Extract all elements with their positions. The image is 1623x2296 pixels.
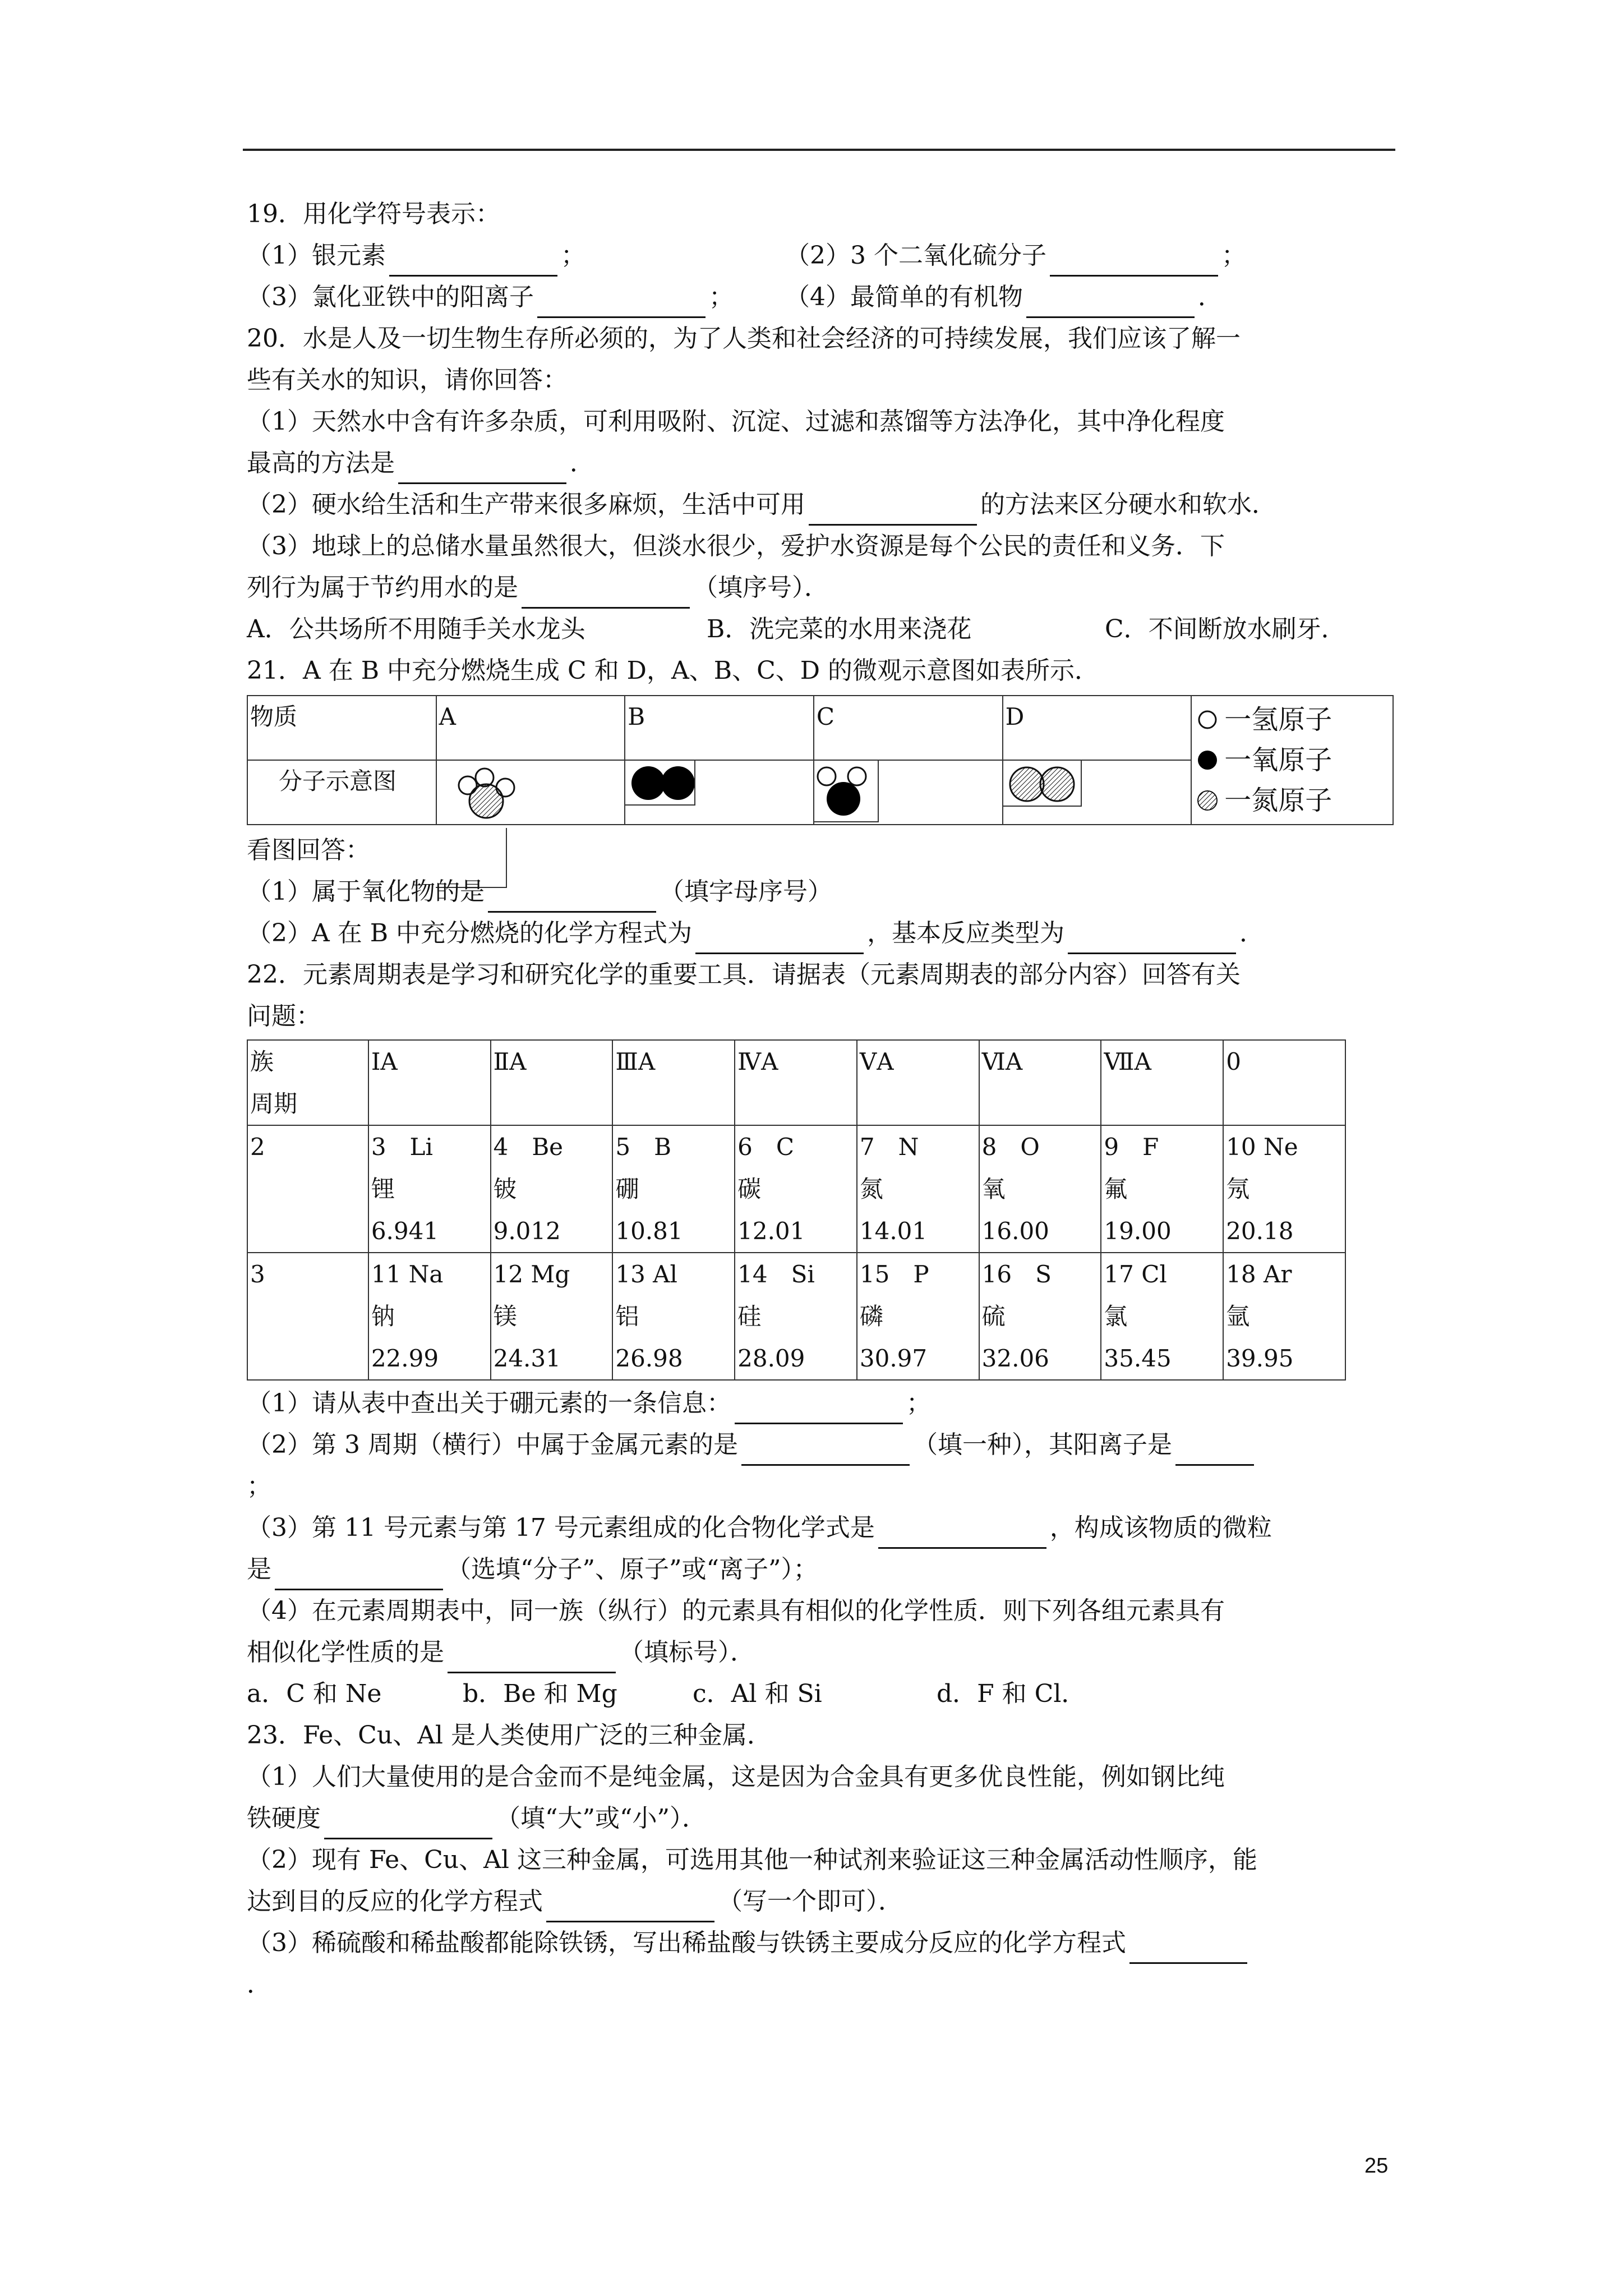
molecule-table-head-substance: 物质 (247, 696, 436, 760)
q20-p3-cont: 列行为属于节约用水的是 （填序号）． (247, 567, 1394, 609)
q20-p3: （3）地球上的总储水量虽然很大，但淡水很少，爱护水资源是每个公民的责任和义务．下 (247, 532, 1225, 560)
molecule-b-cell (625, 760, 814, 825)
q21-title: 21．A 在 B 中充分燃烧生成 C 和 D，A、B、C、D 的微观示意图如表所示． (247, 656, 1099, 685)
element-cell: 6 C 碳 12.01 (735, 1125, 857, 1253)
q20-p1-cont: 最高的方法是 ． (247, 443, 1394, 484)
answer-blank[interactable] (275, 1558, 443, 1590)
q19-row2: （3）氯化亚铁中的阳离子 ； （4）最简单的有机物 ． (247, 277, 1394, 318)
element-cell: 9 F 氟 19.00 (1101, 1125, 1223, 1253)
q22-p3-cont: 是 （选填“分子”、原子”或“离子”）； (247, 1549, 1394, 1590)
element-cell: 17 Cl 氯 35.45 (1101, 1253, 1223, 1380)
periodic-table (247, 1039, 1346, 1381)
answer-blank[interactable] (695, 922, 864, 954)
element-cell: 18 Ar 氩 39.95 (1223, 1253, 1345, 1380)
hydrogen-atom-icon (1196, 708, 1224, 731)
q21-p1: （1）属于氧化物的是 （填字母序号） (247, 871, 1394, 913)
q19-p2: （2）3 个二氧化硫分子 (785, 241, 1046, 270)
q22-p2-cont: ； (247, 1472, 271, 1501)
group-header: ⅣA (735, 1040, 857, 1125)
answer-blank[interactable] (809, 494, 977, 526)
answer-blank[interactable] (1129, 1932, 1247, 1964)
answer-blank[interactable] (448, 1641, 616, 1673)
group-header: ⅢA (612, 1040, 735, 1125)
q22-p4: （4）在元素周期表中，同一族（纵行）的元素具有相似的化学性质．则下列各组元素具有 (247, 1596, 1225, 1625)
legend-hydrogen: 一氢原子 (1196, 700, 1388, 740)
q20-p1: （1）天然水中含有许多杂质，可利用吸附、沉淀、过滤和蒸馏等方法净化，其中净化程度 (247, 407, 1225, 436)
molecule-row-label-cell (247, 760, 436, 825)
group-header: ⅥA (979, 1040, 1101, 1125)
molecule-row-label: 分子示意图 (279, 767, 397, 795)
element-cell: 15 P 磷 30.97 (857, 1253, 979, 1380)
group-header: ⅡA (491, 1040, 613, 1125)
q23-p1: （1）人们大量使用的是合金而不是纯金属，这是因为合金具有更多优良性能，例如钢比纯 (247, 1763, 1225, 1791)
answer-blank[interactable] (1068, 922, 1236, 954)
element-cell: 5 B 硼 10.81 (612, 1125, 735, 1253)
q22-title-cont: 问题： (247, 1002, 321, 1030)
q20-option-a: A．公共场所不用随手关水龙头 (247, 615, 585, 643)
answer-blank[interactable] (1050, 245, 1218, 277)
document-body (247, 194, 1394, 2005)
q23-p2-cont: 达到目的反应的化学方程式 （写一个即可）． (247, 1881, 1394, 1922)
molecule-table-head-c: C (814, 696, 1003, 760)
group-header: ⅤA (857, 1040, 979, 1125)
element-cell: 7 N 氮 14.01 (857, 1125, 979, 1253)
answer-blank[interactable] (537, 286, 706, 318)
q20-options (247, 609, 1394, 650)
group-header: 0 (1223, 1040, 1345, 1125)
atom-legend (1191, 696, 1393, 825)
q22-options (247, 1673, 1394, 1715)
q23-title: 23．Fe、Cu、Al 是人类使用广泛的三种金属． (247, 1721, 772, 1750)
q19-p3: （3）氯化亚铁中的阳离子 (247, 283, 534, 311)
element-cell: 13 Al 铝 26.98 (612, 1253, 735, 1380)
q19-p4: （4）最简单的有机物 (785, 283, 1023, 311)
q19-row1: （1）银元素 ； （2）3 个二氧化硫分子 ； (247, 235, 1394, 277)
q20-title: 20．水是人及一切生物生存所必须的，为了人类和社会经济的可持续发展，我们应该了解一 (247, 324, 1241, 353)
molecule-a-cell (436, 760, 625, 825)
element-cell: 16 S 硫 32.06 (979, 1253, 1101, 1380)
answer-blank[interactable] (735, 1392, 903, 1424)
answer-blank[interactable] (1175, 1434, 1254, 1466)
element-cell: 10 Ne 氖 20.18 (1223, 1125, 1345, 1253)
period-label: 3 (247, 1253, 368, 1380)
legend-nitrogen: 一氮原子 (1196, 780, 1388, 821)
q22-option-b: b．Be 和 Mg (463, 1680, 617, 1708)
header-rule (243, 149, 1395, 151)
q21-look: 看图回答： (247, 836, 370, 864)
element-cell: 12 Mg 镁 24.31 (491, 1253, 613, 1380)
q22-p4-cont: 相似化学性质的是 （填标号）． (247, 1632, 1394, 1673)
q22-option-c: c．Al 和 Si (693, 1680, 822, 1708)
molecule-table-head-b: B (625, 696, 814, 760)
element-cell: 8 O 氧 16.00 (979, 1125, 1101, 1253)
answer-blank[interactable] (488, 881, 656, 913)
q23-p2: （2）现有 Fe、Cu、Al 这三种金属，可选用其他一种试剂来验证这三种金属活动性顺序，能 (247, 1846, 1257, 1874)
element-cell: 11 Na 钠 22.99 (368, 1253, 491, 1380)
q19-title: 19．用化学符号表示： (247, 200, 500, 228)
legend-oxygen: 一氧原子 (1196, 740, 1388, 780)
page-number: 25 (1364, 2154, 1389, 2178)
q21-p2: （2）A 在 B 中充分燃烧的化学方程式为 ，基本反应类型为 ． (247, 913, 1394, 954)
answer-blank[interactable] (546, 1890, 714, 1922)
q20-p2: （2）硬水给生活和生产带来很多麻烦，生活中可用 的方法来区分硬水和软水． (247, 484, 1394, 526)
nitrogen-atom-icon (1196, 789, 1224, 812)
q19-p1: （1）银元素 (247, 241, 386, 270)
answer-blank[interactable] (878, 1517, 1046, 1549)
answer-blank[interactable] (1026, 286, 1195, 318)
q22-title: 22．元素周期表是学习和研究化学的重要工具．请据表（元素周期表的部分内容）回答有关 (247, 960, 1241, 989)
answer-blank[interactable] (741, 1434, 910, 1466)
element-cell: 14 Si 硅 28.09 (735, 1253, 857, 1380)
molecule-d-cell (1003, 760, 1192, 825)
period-label: 2 (247, 1125, 368, 1253)
q22-p1: （1）请从表中查出关于硼元素的一条信息： ； (247, 1383, 1394, 1424)
molecule-table (247, 695, 1394, 825)
answer-blank[interactable] (398, 452, 566, 484)
q23-p3: （3）稀硫酸和稀盐酸都能除铁锈，写出稀盐酸与铁锈主要成分反应的化学方程式 (247, 1922, 1394, 1964)
answer-blank[interactable] (389, 245, 557, 277)
molecule-table-head-a: A (436, 696, 625, 760)
q20-title-cont: 些有关水的知识，请你回答： (247, 366, 568, 394)
q22-option-a: a．C 和 Ne (247, 1680, 382, 1708)
q20-option-c: C．不间断放水刷牙． (1105, 615, 1346, 643)
answer-blank[interactable] (324, 1807, 492, 1839)
q22-p3: （3）第 11 号元素与第 17 号元素组成的化合物化学式是 ，构成该物质的微粒 (247, 1507, 1394, 1549)
molecule-c-cell (814, 760, 1003, 825)
group-header: ⅦA (1101, 1040, 1223, 1125)
q20-option-b: B．洗完菜的水用来浇花 (707, 615, 972, 643)
molecule-a-ammonia-icon (454, 764, 521, 826)
element-cell: 3 Li 锂 6.941 (368, 1125, 491, 1253)
molecule-table-head-d: D (1003, 696, 1192, 760)
oxygen-atom-icon (1196, 749, 1224, 771)
q23-p3-cont: ． (247, 1970, 271, 1999)
q23-p1-cont: 铁硬度 （填“大”或“小”）． (247, 1798, 1394, 1839)
group-header: ⅠA (368, 1040, 491, 1125)
q22-option-d: d．F 和 Cl． (937, 1680, 1086, 1708)
q22-p2: （2）第 3 周期（横行）中属于金属元素的是 （填一种），其阳离子是 (247, 1424, 1394, 1466)
answer-blank[interactable] (522, 577, 690, 609)
periodic-table-corner: 族 周期 (247, 1040, 368, 1125)
element-cell: 4 Be 铍 9.012 (491, 1125, 613, 1253)
